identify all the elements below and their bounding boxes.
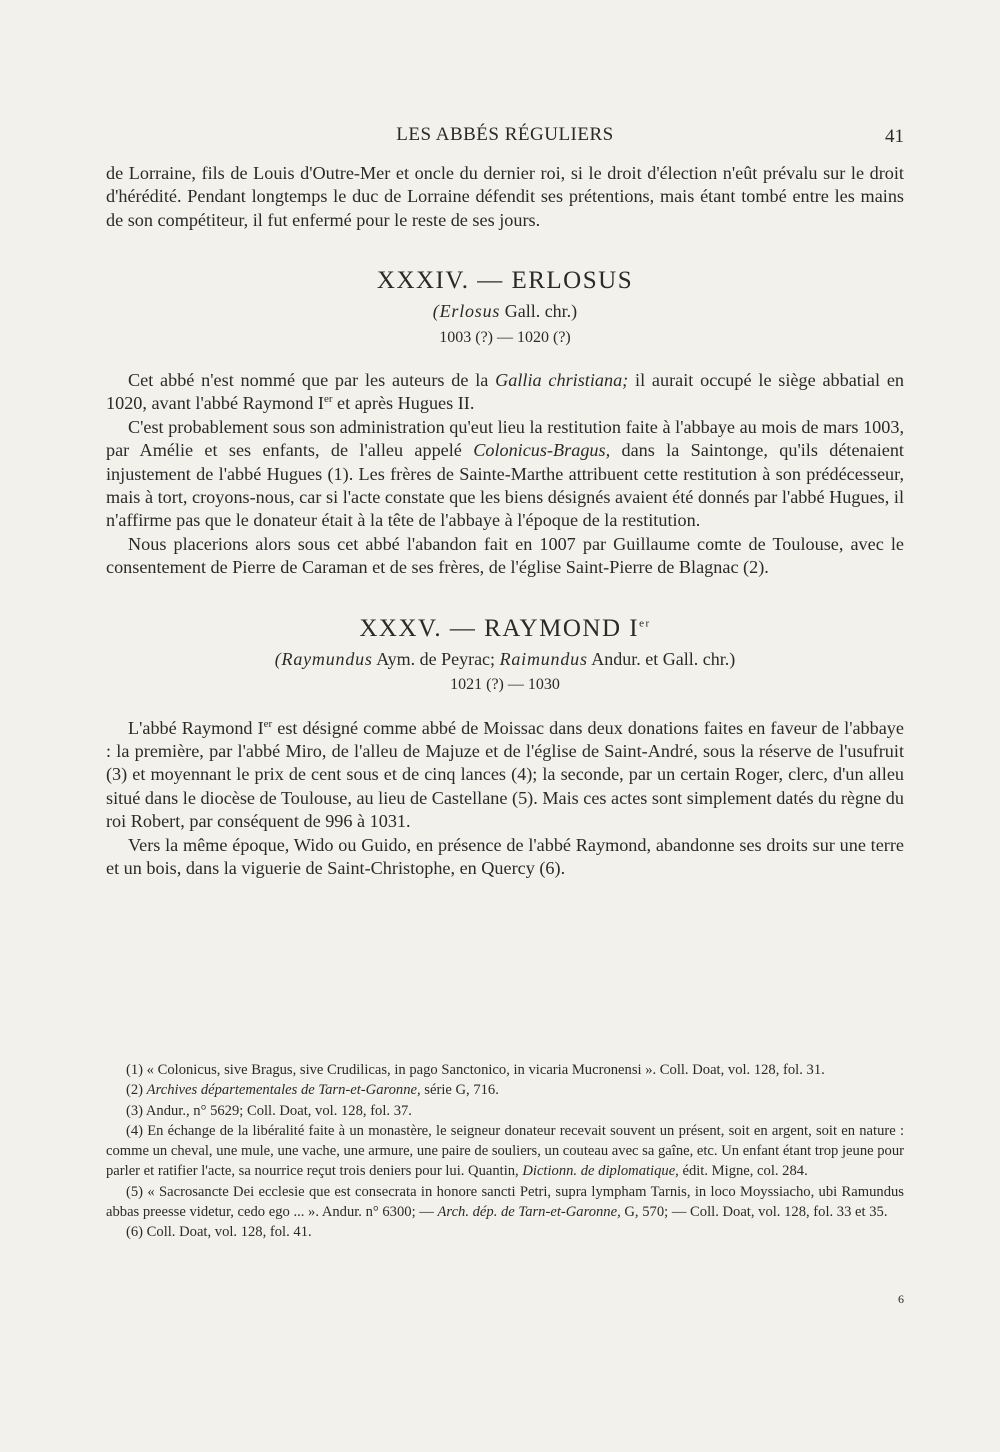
text-run: édit. Migne, col. 284. (678, 1163, 808, 1180)
paragraph (106, 717, 904, 834)
source-italic: Raimundus (499, 648, 588, 669)
paragraph (106, 369, 904, 416)
superscript: er (323, 393, 333, 406)
footnote: (3) Andur., n° 5629; Coll. Doat, vol. 128, fol. 37. (126, 1102, 412, 1119)
footnote (106, 1080, 904, 1100)
text-run: C'est probablement sous son administration qu'eut lieu la restitution faite à l'abbaye au mois de mars 1003, par Amélie et ses enfants, de l'alleu appelé (106, 416, 904, 461)
running-title: LES ABBÉS RÉGULIERS (396, 124, 614, 145)
footnote: (1) « Colonicus, sive Bragus, sive Crudilicas, in pago Sanctonico, in vicaria Mucronensi ». Coll. Doat, vol. 128, fol. 31. (126, 1062, 825, 1078)
text-run: G, 570; — Coll. Doat, vol. 128, fol. 33 et 35. (620, 1204, 888, 1221)
italic-run: Colonicus-Bragus, (473, 440, 611, 461)
paragraph: Vers la même époque, Wido ou Guido, en présence de l'abbé Raymond, abandonne ses droits sur une terre et un bois, dans la viguerie de Saint-Christophe, en Quercy (6). (106, 834, 904, 878)
italic-run: Arch. dép. de Tarn-et-Garonne, (437, 1204, 621, 1221)
text-run: Cet abbé n'est nommé que par les auteurs de la (128, 370, 496, 391)
text-run: (2) (126, 1082, 147, 1099)
source-text: Gall. chr.) (500, 301, 578, 322)
section-erlosus-heading (106, 266, 904, 349)
intro-paragraph: de Lorraine, fils de Louis d'Outre-Mer et oncle du dernier roi, si le droit d'élection n'eût prévalu sur le droit d'hérédité. Pendant longtemps le duc de Lorraine défendit ses prétentions, mais étant tombé entre les mains de son compétiteur, il fut enfermé pour le reste de ses jours. (106, 163, 904, 230)
italic-run: Gallia christiana; (495, 370, 629, 391)
section-dates: 1021 (?) — 1030 (450, 676, 560, 694)
section-title (106, 614, 904, 644)
footnote (106, 1121, 904, 1182)
footnote: (6) Coll. Doat, vol. 128, fol. 41. (126, 1224, 312, 1241)
footnote (106, 1182, 904, 1223)
superscript: er (639, 617, 651, 630)
text-run: (4) En échange de la libéralité faite à un monastère, le seigneur donateur recevait souvent un présent, soit en argent, soit en nature : comme un cheval, une mule, une vache, une armure, une paire de souliers, un couteau avec sa gaîne, etc. Un enfant étant trop jeune pour parler et ratifier l'acte, sa nourrice reçut trois deniers pour lui. Quantin, (106, 1122, 904, 1180)
section-source (106, 648, 904, 671)
text-run: série G, 716. (420, 1082, 499, 1099)
section-title: XXXIV. — ERLOSUS (376, 267, 634, 295)
italic-run: Archives départementales de Tarn-et-Garonne, (146, 1082, 421, 1099)
text-run: est désigné comme abbé de Moissac dans deux donations faites en faveur de l'abbaye : la première, par l'abbé Miro, de l'alleu de Majuze et de l'église de Saint-André, sous la réserve de l'usufruit (3) et moyennant le prix de cent sous et de cinq lances (4); la seconde, par un certain Roger, clerc, d'un alleu situé dans le diocèse de Toulouse, au lieu de Castellane (5). Mais ces actes sont simplement datés du règne du roi Robert, par conséquent de 996 à 1031. (106, 717, 904, 832)
running-head (106, 124, 904, 150)
section-source (106, 300, 904, 323)
paragraph (106, 416, 904, 533)
source-italic: (Raymundus (274, 648, 373, 669)
paragraph: Nous placerions alors sous cet abbé l'abandon fait en 1007 par Guillaume comte de Toulouse, avec le consentement de Pierre de Caraman et de ses frères, de l'église Saint-Pierre de Blagnac (2). (106, 533, 904, 578)
text-run: dans la Saintonge, qu'ils détenaient injustement de l'abbé Hugues (1). Les frères de Sainte-Marthe attribuent cette restitution à son prédécesseur, mais à tort, croyons-nous, car si l'acte constate que les biens désignés avaient été donnés par l'abbé Hugues, il n'affirme pas que le donateur était à la tête de l'abbaye à l'époque de la restitution. (106, 440, 904, 531)
source-text: Aym. de Peyrac; (372, 648, 500, 669)
superscript: er (263, 717, 273, 730)
footnotes (106, 1060, 904, 1243)
signature-mark: 6 (898, 1292, 904, 1306)
text-run: et après Hugues II. (332, 393, 475, 414)
text-run: il aurait occupé le siège abbatial en 1020, avant l'abbé Raymond I (106, 370, 904, 414)
section-dates: 1003 (?) — 1020 (?) (439, 328, 571, 346)
main-text (106, 162, 904, 880)
source-text: Andur. et Gall. chr.) (587, 648, 736, 669)
italic-run: Dictionn. de diplomatique, (522, 1163, 679, 1180)
title-text: XXXV. — RAYMOND I (359, 614, 640, 642)
source-italic: (Erlosus (432, 301, 501, 322)
page-number: 41 (885, 126, 904, 147)
text-run: L'abbé Raymond I (128, 717, 264, 738)
section-raymond-heading (106, 614, 904, 697)
text-run: (5) « Sacrosancte Dei ecclesie que est consecrata in honore sancti Petri, supra lympham Tarnis, in loco Moyssiacho, ubi Ramundus abbas preesse videtur, cedo ego ... ». Andur. n° 6300; — (106, 1183, 904, 1221)
